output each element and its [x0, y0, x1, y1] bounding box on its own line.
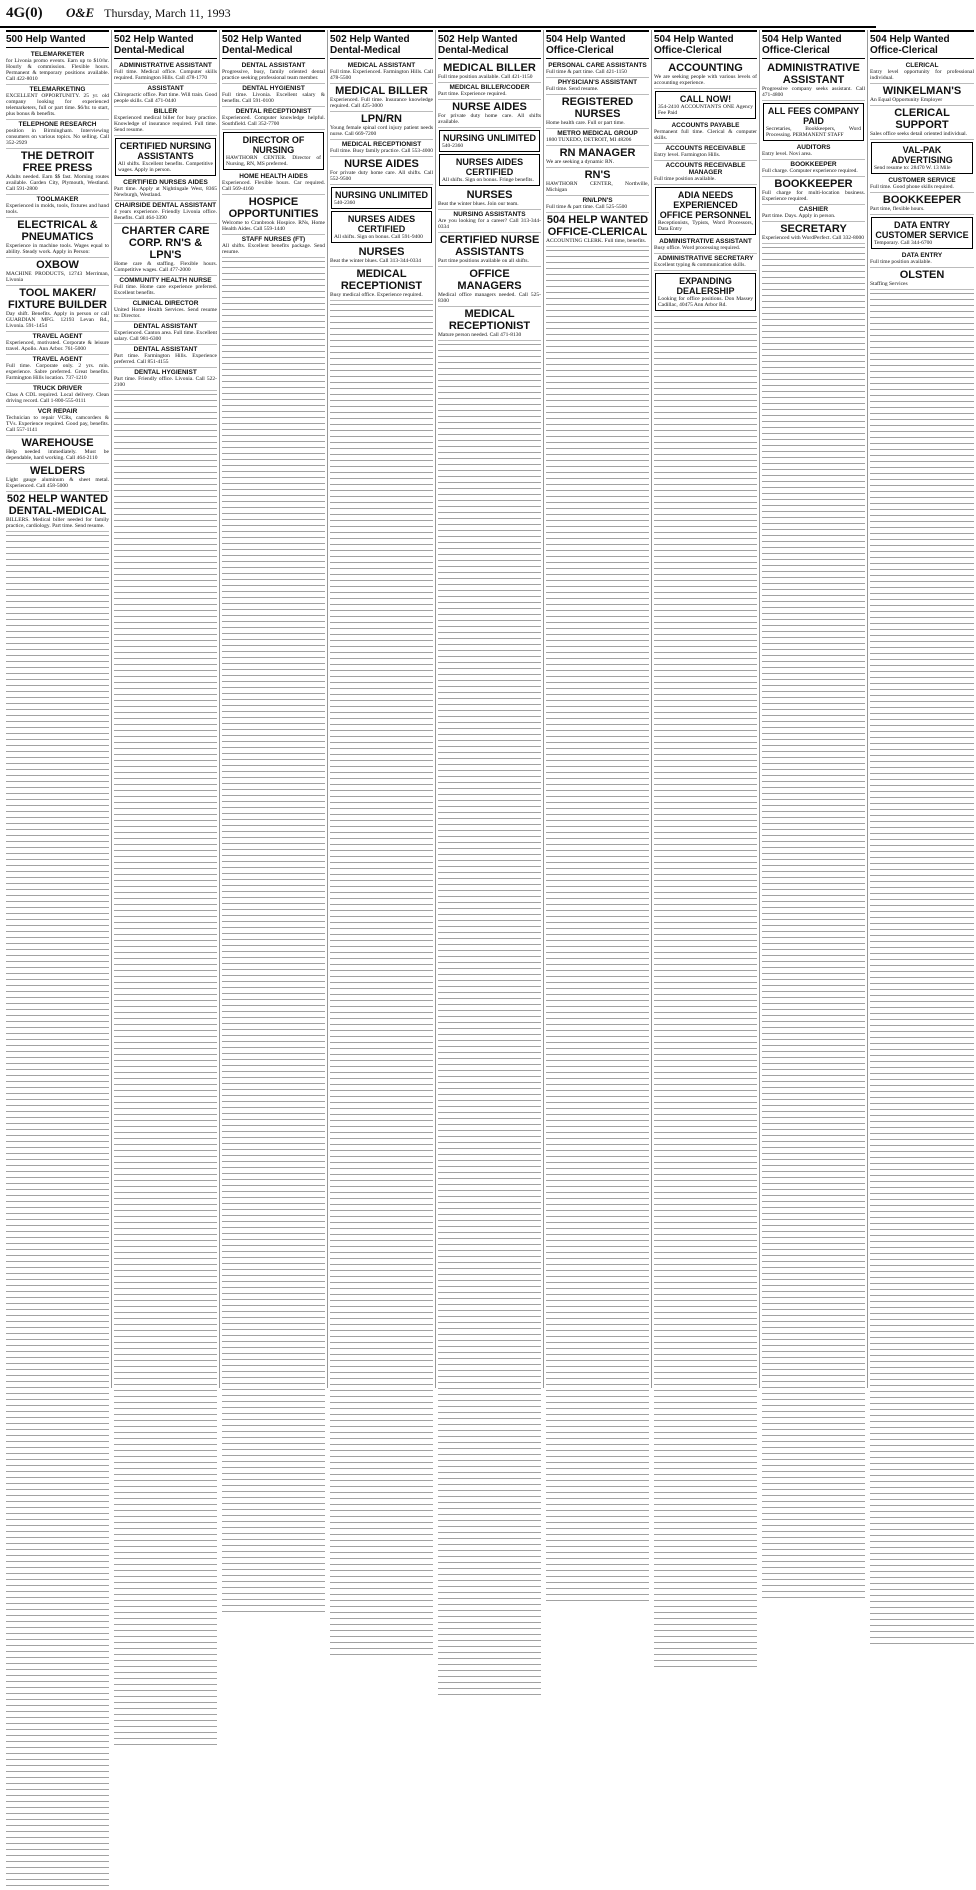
ad-body: Part time. Farmington Hills. Experience preferred. Call 851-4155: [114, 353, 217, 365]
classified-ad: [870, 251, 974, 268]
column-3: [220, 30, 328, 1388]
classified-ad: [114, 84, 217, 107]
ad-title: MEDICAL RECEPTIONIST: [448, 308, 531, 332]
classified-ad: [654, 144, 757, 161]
ad-title: ADIA NEEDS EXPERIENCED OFFICE PERSONNEL: [659, 190, 752, 220]
classified-ad: [438, 188, 541, 210]
dense-text-filler: [330, 301, 433, 1659]
ad-body: Experienced. Canton area. Full time. Excellent salary. Call 981-6300: [114, 330, 217, 342]
dense-text-filler: [654, 313, 757, 1671]
ad-body: Experienced. Full time. Insurance knowledge required. Call 425-3000: [330, 97, 433, 109]
classified-ad: [438, 267, 541, 307]
ad-body: Part time positions available on all shifts.: [438, 258, 529, 264]
classified-ad: [438, 83, 541, 100]
ad-body: All shifts. Excellent benefits. Competitive wages. Apply in person.: [118, 161, 213, 173]
column-8: [760, 30, 868, 1388]
classified-ad: [655, 187, 756, 235]
classified-ad: [654, 61, 757, 89]
ad-title: TOOL MAKER/ FIXTURE BUILDER: [8, 287, 107, 311]
ad-body: Progressive, busy, family oriented dental practice seeking professional team member.: [222, 69, 325, 81]
ad-title: RN/LPN'S: [582, 197, 613, 204]
column-5: [436, 30, 544, 1388]
ad-body: Home health care. Full or part time.: [546, 120, 625, 126]
classified-ad: [222, 61, 325, 84]
ad-title: NURSING UNLIMITED: [335, 190, 428, 200]
classified-ad: [870, 106, 974, 140]
ad-title: NURSES: [466, 189, 513, 201]
dense-text-filler: [6, 532, 109, 1890]
classified-ad: [6, 492, 109, 532]
ad-title: REGISTERED NURSES: [561, 96, 634, 120]
ad-title: OXBOW: [36, 259, 79, 271]
ad-title: NURSES AIDES CERTIFIED: [455, 157, 524, 177]
classified-ad: [870, 61, 974, 84]
ad-title: PHYSICIAN'S ASSISTANT: [557, 79, 638, 86]
ad-body: position in Birmingham. Interviewing consumers on various topics. No selling. Call 352-2929: [6, 128, 109, 146]
ad-body: 1800 TUXEDO, DETROIT, MI 48206: [546, 137, 632, 143]
classified-ad: [6, 258, 109, 286]
classified-ad: [762, 61, 865, 101]
dense-text-filler: [438, 341, 541, 1699]
ad-title: RN'S: [584, 169, 611, 181]
classified-ad: [222, 172, 325, 195]
classified-ad: [114, 276, 217, 299]
classified-ad: [6, 149, 109, 195]
ad-title: CERTIFIED NURSES AIDES: [123, 179, 208, 186]
classified-ad: [330, 267, 433, 301]
classified-ad: [330, 140, 433, 157]
classified-ad: [654, 254, 757, 271]
classified-ad: [655, 91, 756, 119]
classified-ad: [654, 161, 757, 185]
ad-body: Part time, flexible hours.: [870, 206, 925, 212]
classified-ad: [438, 61, 541, 83]
ad-title: ACCOUNTS PAYABLE: [671, 122, 740, 129]
ad-body: Full time. Experienced. Farmington Hills. Call 478-5500: [330, 69, 433, 81]
ad-body: Sales office seeks detail oriented individual.: [870, 131, 968, 137]
dense-text-filler: [222, 258, 325, 1616]
ad-body: All shifts. Excellent benefits package. Send resume.: [222, 243, 325, 255]
ad-body: 540-2360: [334, 200, 356, 206]
column-6: [544, 30, 652, 1388]
classified-ad: [762, 143, 865, 160]
classified-ad: [222, 107, 325, 130]
ad-title: TELEMARKETING: [29, 86, 86, 93]
classified-ad: [6, 85, 109, 120]
ad-body: Entry level. Farmington Hills.: [654, 152, 721, 158]
ad-title: METRO MEDICAL GROUP: [557, 130, 638, 137]
ad-body: Full time & part time. Call 525-5500: [546, 204, 628, 210]
column-9: [868, 30, 976, 1388]
ad-title: DENTAL HYGIENIST: [134, 369, 197, 376]
ad-body: Class A CDL required. Local delivery. Clean driving record. Call 1-800-555-0111: [6, 392, 109, 404]
classified-ad: [870, 268, 974, 290]
ad-title: DATA ENTRY CUSTOMER SERVICE: [875, 220, 969, 240]
classified-ad: [114, 299, 217, 322]
ad-title: NURSES: [358, 246, 405, 258]
classified-ad: [330, 157, 433, 185]
ad-title: PERSONAL CARE ASSISTANTS: [548, 62, 647, 69]
ad-body: for Livonia promo events. Earn up to $10/hr. Hourly & commission. Flexible hours. Permanent & temporary positions available. Call 422-8010: [6, 58, 109, 82]
classified-ad: [115, 138, 216, 176]
ad-body: Experienced with WordPerfect. Call 332-8000: [762, 235, 864, 241]
ad-title: WINKELMAN'S: [882, 85, 962, 97]
classified-ad: [870, 193, 974, 215]
ad-body: Full charge. Computer experience required.: [762, 168, 858, 174]
ad-body: Full time. Busy family practice. Call 553-4000: [330, 148, 433, 154]
ad-body: Full time. Home care experience preferred. Excellent benefits.: [114, 284, 217, 296]
ad-body: Are you looking for a career? Call 313-344-0334: [438, 218, 541, 230]
ad-body: United Home Health Services. Send resume to: Director.: [114, 307, 217, 319]
ad-body: Home care & staffing. Flexible hours. Competitive wages. Call 477-2000: [114, 261, 217, 273]
ad-title: TOOLMAKER: [36, 196, 79, 203]
classified-ad: [330, 245, 433, 267]
classified-ad: [438, 233, 541, 267]
classified-ad: [546, 78, 649, 95]
section-header: 504 Help Wanted Office-Clerical: [654, 30, 757, 59]
ad-body: Busy office. Word processing required.: [654, 245, 741, 251]
ad-title: CERTIFIED NURSE ASSISTANTS: [439, 234, 540, 258]
ad-title: TELEPHONE RESEARCH: [18, 121, 97, 128]
ad-title: OFFICE MANAGERS: [457, 268, 522, 292]
classified-ad: [546, 61, 649, 78]
classified-ad: [546, 213, 649, 247]
classified-ad: [330, 112, 433, 140]
classified-ad: [439, 130, 540, 152]
section-header: 502 Help Wanted Dental-Medical: [330, 30, 433, 59]
ad-title: TRUCK DRIVER: [32, 385, 83, 392]
classified-ad: [438, 307, 541, 341]
ad-title: CLINICAL DIRECTOR: [132, 300, 199, 307]
ad-title: BOOKKEEPER: [882, 194, 962, 206]
classified-ad: [6, 384, 109, 407]
ad-body: Experienced in molds, tools, fixtures and hand tools.: [6, 203, 109, 215]
classified-ad: [222, 195, 325, 235]
classified-ad: [654, 237, 757, 254]
classified-ad: [114, 178, 217, 201]
ad-body: Part time. Days. Apply in person.: [762, 213, 836, 219]
dense-text-filler: [762, 244, 865, 1602]
ad-title: ASSISTANT: [147, 85, 184, 92]
ad-body: Technician to repair VCRs, camcorders & TVs. Experience required. Good pay, benefits. Call 557-1141: [6, 415, 109, 433]
ad-body: Full time. Medical office. Computer skills required. Farmington Hills. Call 478-1770: [114, 69, 217, 81]
ad-title: 504 HELP WANTED OFFICE-CLERICAL: [546, 214, 649, 238]
ad-body: Medical office managers needed. Call 525-8300: [438, 292, 541, 304]
classified-ad: [6, 407, 109, 436]
ad-title: ELECTRICAL & PNEUMATICS: [17, 219, 98, 243]
classified-ad: [762, 222, 865, 244]
ad-title: NURSE AIDES: [452, 101, 527, 113]
ad-title: DIRECTOR OF NURSING: [242, 135, 305, 155]
ad-body: For private duty home care. All shifts. Call 552-9500: [330, 170, 433, 182]
ad-body: Full time position available.: [870, 259, 932, 265]
ad-body: 540-2360: [442, 143, 464, 149]
ad-body: Beat the winter blues. Call 313-344-0334: [330, 258, 422, 264]
ad-body: Experienced medical biller for busy practice. Knowledge of insurance required. Full time. Send resume.: [114, 115, 217, 133]
ad-title: AUDITORS: [796, 144, 831, 151]
ad-title: TRAVEL AGENT: [32, 333, 83, 340]
classified-ad: [6, 195, 109, 218]
classified-ad: [439, 154, 540, 186]
classified-columns: [0, 28, 974, 1388]
ad-body: All shifts. Sign on bonus. Fringe benefits.: [442, 177, 534, 183]
ad-body: Entry level. Novi area.: [762, 151, 812, 157]
classified-ad: [114, 345, 217, 368]
ad-title: VCR REPAIR: [37, 408, 78, 415]
ad-body: Mature person needed. Call 471-8130: [438, 332, 522, 338]
ad-body: Entry level opportunity for professional individual.: [870, 69, 974, 81]
ad-title: ALL FEES COMPANY PAID: [767, 106, 860, 126]
ad-body: Full time. Send resume.: [546, 86, 599, 92]
masthead: [0, 0, 876, 28]
ad-body: Adults needed. Earn $$ fast. Morning routes available. Garden City, Plymouth, Westland. Call 591-2800: [6, 174, 109, 192]
ad-title: ADMINISTRATIVE ASSISTANT: [659, 238, 752, 245]
ad-body: We are seeking people with various levels of accounting experience.: [654, 74, 757, 86]
ad-title: 502 HELP WANTED DENTAL-MEDICAL: [6, 493, 109, 517]
classified-ad: [438, 210, 541, 233]
classified-ad: [871, 142, 973, 174]
ad-body: Full time. Corporate only. 2 yrs. min. experience. Sabre preferred. Great benefits. Farmington Hills location. 737-1210: [6, 363, 109, 381]
ad-title: DENTAL ASSISTANT: [133, 346, 198, 353]
ad-title: THE DETROIT FREE PRESS: [20, 150, 95, 174]
ad-body: Looking for office positions. Don Massey Cadillac, 40475 Ann Arbor Rd.: [658, 296, 753, 308]
classified-ad: [546, 129, 649, 146]
ad-title: SECRETARY: [780, 223, 847, 235]
section-header: 504 Help Wanted Office-Clerical: [870, 30, 974, 59]
classified-ad: [654, 121, 757, 144]
ad-body: Full time. Livonia. Excellent salary & benefits. Call 591-0100: [222, 92, 325, 104]
classified-ad: [6, 355, 109, 384]
ad-title: BOOKKEEPER: [790, 161, 837, 168]
column-7: [652, 30, 760, 1388]
ad-body: Full time position available. Call 421-1150: [438, 74, 533, 80]
classified-ad: [6, 332, 109, 355]
classified-ad: [114, 368, 217, 391]
classified-ad: [546, 146, 649, 168]
ad-title: MEDICAL RECEPTIONIST: [341, 141, 422, 148]
ad-body: Full time & part time. Call 421-1150: [546, 69, 627, 75]
classified-ad: [114, 322, 217, 345]
classified-ad: [114, 61, 217, 84]
ad-title: CHAIRSIDE DENTAL ASSISTANT: [114, 202, 217, 209]
ad-body: Experienced. Computer knowledge helpful. Southfield. Call 352-7700: [222, 115, 325, 127]
ad-title: COMMUNITY HEALTH NURSE: [119, 277, 212, 284]
ad-title: ADMINISTRATIVE ASSISTANT: [119, 62, 212, 69]
ad-title: CASHIER: [798, 206, 829, 213]
ad-title: ACCOUNTS RECEIVABLE MANAGER: [665, 162, 746, 176]
ad-title: WAREHOUSE: [21, 437, 94, 449]
classified-ad: [222, 84, 325, 107]
column-1: [4, 30, 112, 1388]
ad-body: Experienced, motivated. Corporate & leisure travel. Apollo. Ann Arbor. 761-5000: [6, 340, 109, 352]
ad-title: EXPANDING DEALERSHIP: [676, 276, 735, 296]
classified-ad: [762, 177, 865, 205]
issue-date: Thursday, March 11, 1993: [104, 5, 231, 20]
classified-ad: [331, 187, 432, 209]
classified-ad: [6, 50, 109, 85]
ad-body: Excellent typing & communication skills.: [654, 262, 746, 268]
classified-ad: [114, 107, 217, 136]
section-header: 504 Help Wanted Office-Clerical: [762, 30, 865, 59]
classified-ad: [114, 201, 217, 224]
section-header: 502 Help Wanted Dental-Medical: [114, 30, 217, 59]
ad-body: Experienced. Flexible hours. Car required. Call 569-4160: [222, 180, 325, 192]
ad-title: CALL NOW!: [679, 94, 732, 104]
ad-title: DENTAL ASSISTANT: [133, 323, 198, 330]
ad-body: We are seeking a dynamic RN.: [546, 159, 614, 165]
ad-title: MEDICAL BILLER: [443, 62, 536, 74]
ad-body: Secretaries, Bookkeepers, Word Processing. PERMANENT STAFF: [766, 126, 861, 138]
ad-body: Busy medical office. Experience required.: [330, 292, 423, 298]
classified-ad: [330, 61, 433, 84]
classified-ad: [762, 205, 865, 222]
ad-body: MACHINE PRODUCTS, 12743 Merriman, Livonia: [6, 271, 109, 283]
ad-title: DENTAL HYGIENIST: [242, 85, 305, 92]
ad-body: EXCELLENT OPPORTUNITY. 25 yr. old company looking for experienced telemarketers, full or part time. $6/hr. to start, plus bonus & benefits.: [6, 93, 109, 117]
classified-ad: [438, 100, 541, 128]
column-4: [328, 30, 436, 1388]
section-header: 500 Help Wanted: [6, 30, 109, 48]
publication-name: O&E: [66, 5, 95, 20]
ad-body: Receptionists, Typists, Word Processors, Data Entry: [658, 220, 753, 232]
ad-title: TELEMARKETER: [30, 51, 85, 58]
classified-ad: [6, 464, 109, 492]
ad-title: DENTAL RECEPTIONIST: [235, 108, 312, 115]
ad-title: DENTAL ASSISTANT: [241, 62, 306, 69]
ad-body: Part time. Experience required.: [438, 91, 507, 97]
column-2: [112, 30, 220, 1388]
ad-title: ACCOUNTING: [668, 62, 743, 74]
classified-ad: [6, 218, 109, 258]
ad-title: DATA ENTRY: [901, 252, 943, 259]
ad-body: 4 years experience. Friendly Livonia office. Benefits. Call 464-3390: [114, 209, 217, 221]
ad-title: HOSPICE OPPORTUNITIES: [228, 196, 319, 220]
ad-title: CUSTOMER SERVICE: [888, 177, 956, 184]
ad-body: Young female spinal cord injury patient needs nurse. Call 669-7200: [330, 125, 433, 137]
ad-body: HAWTHORN CENTER, Northville, Michigan: [546, 181, 649, 193]
classified-ad: [763, 103, 864, 141]
ad-body: Welcome to Cranbrook Hospice. RNs, Home Health Aides. Call 559-1440: [222, 220, 325, 232]
classified-ad: [546, 196, 649, 213]
ad-title: LPN/RN: [361, 113, 402, 125]
ad-title: NURSING ASSISTANTS: [453, 211, 526, 218]
classified-ad: [546, 95, 649, 129]
ad-title: VAL-PAK ADVERTISING: [891, 145, 953, 165]
ad-title: ADMINISTRATIVE ASSISTANT: [767, 62, 860, 86]
ad-title: MEDICAL RECEPTIONIST: [340, 268, 423, 292]
ad-title: NURSING UNLIMITED: [443, 133, 536, 143]
ad-title: MEDICAL ASSISTANT: [347, 62, 416, 69]
classified-ad: [223, 132, 324, 170]
ad-title: WELDERS: [30, 465, 85, 477]
section-header: 502 Help Wanted Dental-Medical: [222, 30, 325, 59]
ad-title: CLERICAL: [905, 62, 939, 69]
classified-ad: [546, 168, 649, 196]
classified-ad: [222, 235, 325, 258]
ad-body: HAWTHORN CENTER. Director of Nursing, RN, MS preferred.: [226, 155, 321, 167]
ad-body: Staffing Services: [870, 281, 908, 287]
classified-ad: [330, 84, 433, 112]
ad-title: RN MANAGER: [559, 147, 636, 159]
dense-text-filler: [114, 391, 217, 1749]
section-header: 504 Help Wanted Office-Clerical: [546, 30, 649, 59]
ad-body: Help needed immediately. Must be dependable, hard working. Call 464-2110: [6, 449, 109, 461]
ad-title: MEDICAL BILLER: [335, 85, 428, 97]
ad-title: HOME HEALTH AIDES: [239, 173, 308, 180]
ad-body: Send resume to: 28470 W. 13 Mile: [874, 165, 951, 171]
dense-text-filler: [870, 290, 974, 1648]
classified-ad: [655, 273, 756, 311]
ad-title: NURSES AIDES CERTIFIED: [347, 214, 416, 234]
ad-title: STAFF NURSES (FT): [241, 236, 306, 243]
classified-ad: [870, 84, 974, 106]
dense-text-filler: [546, 247, 649, 1605]
classified-ad: [331, 211, 432, 243]
section-header: 502 Help Wanted Dental-Medical: [438, 30, 541, 59]
ad-body: Experience in machine tools. Wages equal to ability. Steady work. Apply in Person:: [6, 243, 109, 255]
ad-body: Full time. Good phone skills required.: [870, 184, 954, 190]
classified-ad: [6, 120, 109, 149]
ad-title: CERTIFIED NURSING ASSISTANTS: [119, 141, 212, 161]
classified-ad: [6, 286, 109, 332]
ad-body: 354-2410 ACCOUNTANTS ONE Agency Fee Paid: [658, 104, 753, 116]
ad-body: Temporary. Call 344-6700: [874, 240, 933, 246]
ad-body: Full charge for multi-location business. Experience required.: [762, 190, 865, 202]
ad-body: Day shift. Benefits. Apply in person or call GUARDIAN MFG. 12193 Levan Rd., Livonia. 591-1454: [6, 311, 109, 329]
ad-body: Light gauge aluminum & sheet metal. Experienced. Call 458-5000: [6, 477, 109, 489]
ad-title: NURSE AIDES: [344, 158, 419, 170]
ad-body: An Equal Opportunity Employer: [870, 97, 943, 103]
ad-body: Part time. Friendly office. Livonia. Call 522-2100: [114, 376, 217, 388]
ad-body: Beat the winter blues. Join our team.: [438, 201, 519, 207]
ad-title: OLSTEN: [899, 269, 945, 281]
ad-title: BOOKKEEPER: [774, 178, 853, 190]
ad-title: TRAVEL AGENT: [32, 356, 83, 363]
ad-body: Full time position available.: [654, 176, 716, 182]
ad-body: Part time. Apply at Nightingale West, 8365 Newburgh, Westland.: [114, 186, 217, 198]
ad-title: MEDICAL BILLER/CODER: [449, 84, 530, 91]
ad-title: BILLER: [153, 108, 178, 115]
ad-body: All shifts. Sign on bonus. Call 591-9400: [334, 234, 423, 240]
ad-body: BILLERS. Medical biller needed for family practice, cardiology. Part time. Send resume.: [6, 517, 109, 529]
ad-title: ACCOUNTS RECEIVABLE: [665, 145, 746, 152]
classified-ad: [762, 160, 865, 177]
ad-title: CHARTER CARE CORP. RN'S & LPN'S: [121, 225, 210, 261]
ad-body: Chiropractic office. Part time. Will train. Good people skills. Call 471-0440: [114, 92, 217, 104]
classified-ad: [114, 224, 217, 276]
ad-body: For private duty home care. All shifts available.: [438, 113, 541, 125]
ad-body: ACCOUNTING CLERK. Full time, benefits.: [546, 238, 647, 244]
ad-title: CLERICAL SUPPORT: [894, 107, 950, 131]
classified-ad: [6, 436, 109, 464]
ad-body: Permanent full time. Clerical & computer skills.: [654, 129, 757, 141]
classified-ad: [870, 176, 974, 193]
ad-title: ADMINISTRATIVE SECRETARY: [657, 255, 754, 262]
ad-body: Progressive company seeks assistant. Call 471-4800: [762, 86, 865, 98]
page-number: 4G(0): [6, 4, 43, 21]
classified-ad: [871, 217, 973, 249]
